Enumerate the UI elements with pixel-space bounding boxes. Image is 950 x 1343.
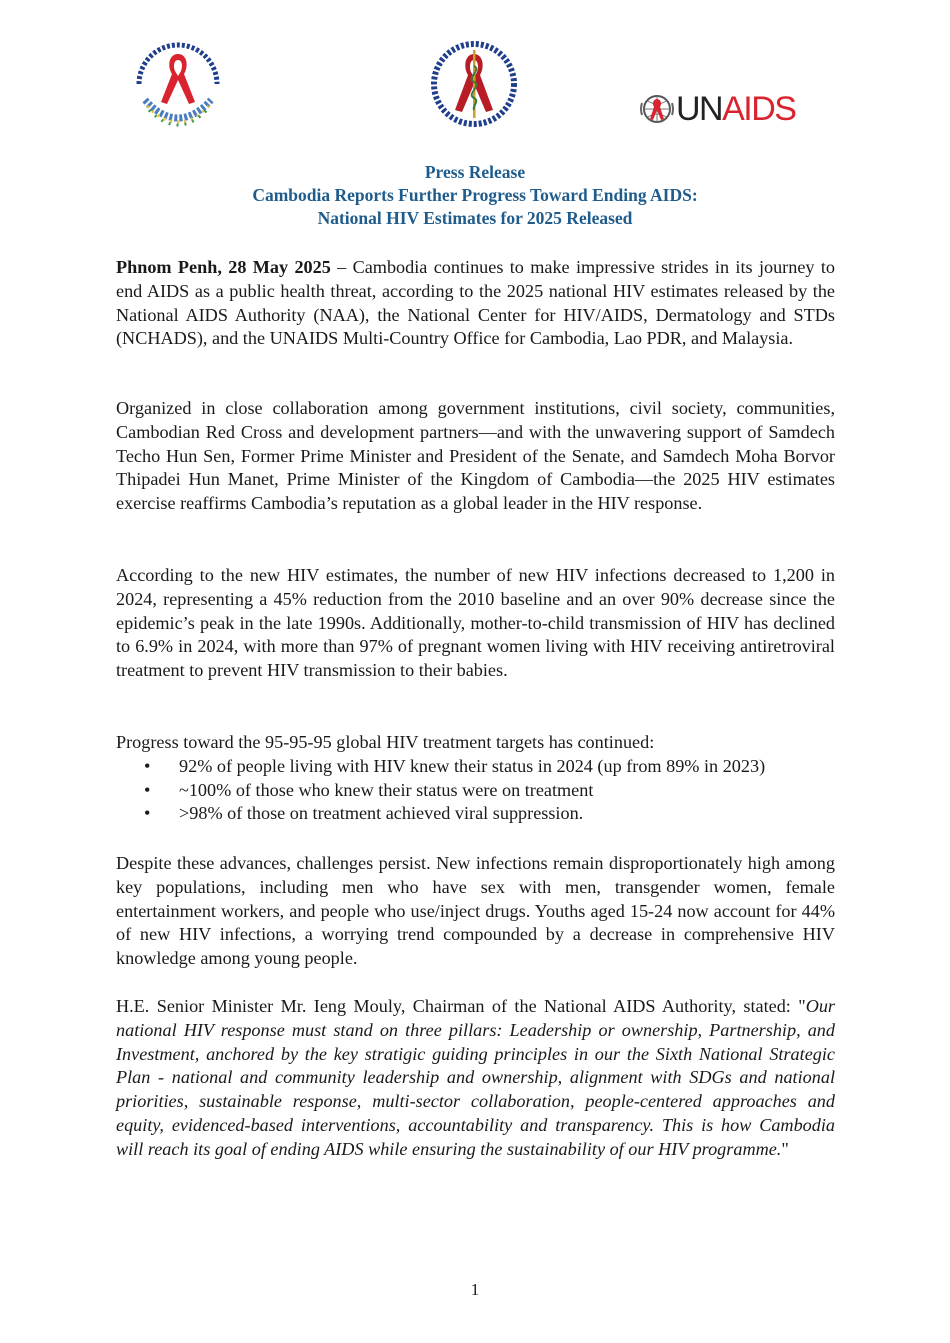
press-release-header bbox=[0, 161, 950, 230]
list-item: • >98% of those on treatment achieved viral suppression. bbox=[144, 802, 835, 826]
nchads-logo bbox=[428, 40, 520, 128]
bullet-icon: • bbox=[144, 803, 151, 824]
paragraph-intro bbox=[116, 256, 835, 351]
paragraph-collaboration bbox=[116, 397, 835, 516]
national-aids-authority-logo bbox=[131, 40, 225, 128]
targets-intro: Progress toward the 95-95-95 global HIV treatment targets has continued: bbox=[116, 732, 655, 752]
bullet-icon: • bbox=[144, 755, 151, 776]
paragraph-targets bbox=[116, 731, 835, 826]
press-release-kicker: Press Release bbox=[424, 162, 526, 182]
paragraph-estimates bbox=[116, 564, 835, 683]
unaids-wordmark: UNAIDS bbox=[676, 90, 796, 128]
naa-ribbon-icon bbox=[131, 40, 225, 128]
paragraph-minister-quote bbox=[116, 995, 835, 1162]
bullet-icon: • bbox=[144, 779, 151, 800]
paragraph-challenges bbox=[116, 852, 835, 971]
nchads-caduceus-ribbon-icon bbox=[428, 40, 520, 128]
list-item: • ~100% of those who knew their status were on treatment bbox=[144, 779, 835, 803]
quote-closing: " bbox=[781, 1138, 789, 1159]
headline-line-1: Cambodia Reports Further Progress Toward Ending AIDS: bbox=[252, 185, 698, 205]
dateline: Phnom Penh, 28 May 2025 bbox=[116, 257, 331, 277]
quote-attribution: H.E. Senior Minister Mr. Ieng Mouly, Chairman of the National AIDS Authority, stated: " bbox=[116, 996, 806, 1016]
minister-quote: Our national HIV response must stand on three pillars: Leadership or ownership, Partnership, and Investment, anchored by the key stratigic guiding principles in our the Sixth National Strategic Plan - national and community leadership and ownership, alignment with SDGs and national priorities, sustainable response, multi-sector collaboration, people-centered approaches and equity, evidenced-based interventions, accountability and transparency. This is how Cambodia will reach its goal of ending AIDS while ensuring the sustainability of our HIV programme. bbox=[116, 996, 835, 1159]
collaboration-text: Organized in close collaboration among government institutions, civil society, communities, Cambodian Red Cross and development partners—and with the unwavering support of Samdech Techo Hun Sen, Former Prime Minister and President of the Senate, and Samdech Moha Borvor Thipadei Hun Manet, Prime Minister of the Kingdom of Cambodia—the 2025 HIV estimates exercise reaffirms Cambodia’s reputation as a global leader in the HIV response. bbox=[116, 398, 835, 514]
challenges-text: Despite these advances, challenges persist. New infections remain disproportionately high among key populations, including men who have sex with men, transgender women, female entertainment workers, and people who use/inject drugs. Youths aged 15-24 now account for 44% of new HIV infections, a worrying trend compounded by a decrease in comprehensive HIV knowledge among young people. bbox=[116, 853, 835, 969]
unaids-logo bbox=[640, 92, 815, 126]
un-globe-ribbon-icon bbox=[640, 93, 674, 125]
headline-line-2: National HIV Estimates for 2025 Released bbox=[317, 208, 633, 228]
list-item: • 92% of people living with HIV knew their status in 2024 (up from 89% in 2023) bbox=[144, 755, 835, 779]
estimates-text: According to the new HIV estimates, the number of new HIV infections decreased to 1,200 in 2024, representing a 45% reduction from the 2010 baseline and an over 90% decrease since the epidemic’s peak in the late 1990s. Additionally, mother-to-child transmission of HIV has declined to 6.9% in 2024, with more than 97% of pregnant women living with HIV receiving antiretroviral treatment to prevent HIV transmission to their babies. bbox=[116, 565, 835, 681]
targets-list bbox=[116, 755, 835, 826]
page-number: 1 bbox=[470, 1280, 480, 1299]
intro-text: – Cambodia continues to make impressive strides in its journey to end AIDS as a public health threat, according to the 2025 national HIV estimates released by the National AIDS Authority (NAA), the National Center for HIV/AIDS, Dermatology and STDs (NCHADS), and the UNAIDS Multi-Country Office for Cambodia, Lao PDR, and Malaysia. bbox=[116, 257, 835, 349]
